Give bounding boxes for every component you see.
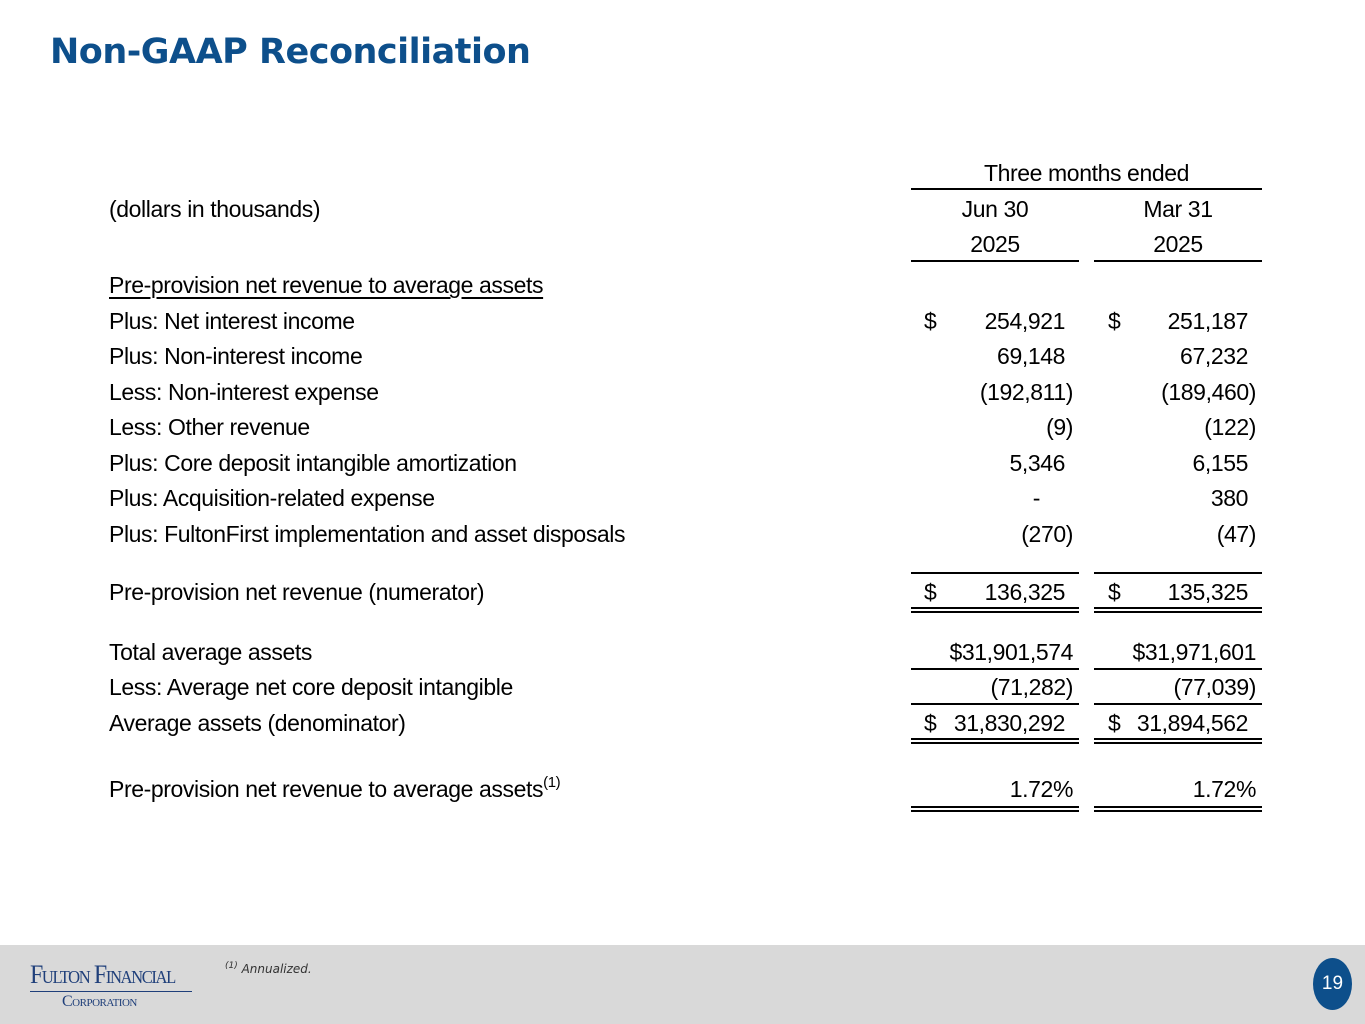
denominator-col2: 31,894,562: [1136, 710, 1248, 736]
row-label: Less: Other revenue: [109, 414, 310, 440]
row-label: Less: Non-interest expense: [109, 379, 379, 405]
page-title: Non-GAAP Reconciliation: [50, 32, 531, 72]
total-assets-rule: [1094, 668, 1262, 670]
double-rule: [911, 806, 1079, 812]
currency-symbol: $: [924, 308, 937, 334]
footnote: [225, 962, 312, 976]
row-value-col2: 67,232: [1180, 343, 1248, 369]
logo-line2: Corporation: [62, 993, 137, 1010]
subtotal-rule: [1094, 572, 1262, 574]
subtotal-rule: [911, 572, 1079, 574]
ratio-col2: 1.72%: [1192, 776, 1256, 802]
logo-line1: Fulton Financial: [30, 960, 175, 989]
col2-header-rule: [1094, 260, 1262, 262]
row-value-col1: 5,346: [1009, 450, 1065, 476]
row-label: Plus: Acquisition-related expense: [109, 485, 435, 511]
double-rule: [911, 738, 1079, 744]
row-label: Plus: Net interest income: [109, 308, 355, 334]
page-number-badge: 19: [1313, 958, 1352, 1010]
double-rule: [1094, 806, 1262, 812]
less-cdi-label: Less: Average net core deposit intangible: [109, 674, 513, 700]
less-cdi-rule: [1094, 703, 1262, 705]
denominator-col1: 31,830,292: [953, 710, 1065, 736]
currency-symbol: $: [924, 710, 937, 736]
currency-symbol: $: [1108, 579, 1121, 605]
ratio-label-text: Pre-provision net revenue to average assets: [109, 776, 544, 802]
currency-symbol: $: [1108, 710, 1121, 736]
logo-rule: [30, 991, 192, 992]
row-value-col1: (192,811): [979, 379, 1073, 405]
less-cdi-rule: [911, 703, 1079, 705]
section-title: Pre-provision net revenue to average assets: [109, 272, 544, 298]
col2-month: Mar 31: [1143, 196, 1213, 222]
units-note: (dollars in thousands): [109, 196, 321, 222]
currency-symbol: $: [924, 579, 937, 605]
row-value-col2: 380: [1210, 485, 1248, 511]
footnote-mark: (1): [225, 961, 238, 971]
total-assets-rule: [911, 668, 1079, 670]
row-value-col2: (189,460): [1161, 379, 1256, 405]
col1-year: 2025: [970, 231, 1020, 257]
row-value-col1: -: [1032, 485, 1040, 511]
row-label: Plus: Non-interest income: [109, 343, 363, 369]
col2-year: 2025: [1153, 231, 1203, 257]
footer-bar: [0, 945, 1365, 1024]
less-cdi-col2: (77,039): [1173, 674, 1256, 700]
numerator-col2: 135,325: [1167, 579, 1248, 605]
footnote-ref: (1): [543, 774, 561, 791]
header-rule: [911, 188, 1262, 190]
denominator-label: Average assets (denominator): [109, 710, 406, 736]
col1-month: Jun 30: [961, 196, 1029, 222]
double-rule: [1094, 607, 1262, 613]
double-rule: [911, 607, 1079, 613]
row-label: Plus: Core deposit intangible amortization: [109, 450, 517, 476]
total-assets-col2: $31,971,601: [1132, 639, 1256, 665]
row-value-col2: 251,187: [1167, 308, 1248, 334]
row-value-col2: 6,155: [1192, 450, 1248, 476]
row-value-col2: (122): [1204, 414, 1256, 440]
footnote-text: Annualized.: [241, 962, 312, 976]
row-label: Plus: FultonFirst implementation and asset disposals: [109, 521, 626, 547]
row-value-col1: (270): [1021, 521, 1073, 547]
row-value-col2: (47): [1216, 521, 1256, 547]
col1-header-rule: [911, 260, 1079, 262]
currency-symbol: $: [1108, 308, 1121, 334]
row-value-col1: 254,921: [984, 308, 1065, 334]
total-assets-col1: $31,901,574: [949, 639, 1073, 665]
row-value-col1: (9): [1046, 414, 1073, 440]
double-rule: [1094, 738, 1262, 744]
row-value-col1: 69,148: [997, 343, 1065, 369]
ratio-col1: 1.72%: [1009, 776, 1073, 802]
ratio-label: [109, 774, 561, 802]
less-cdi-col1: (71,282): [990, 674, 1073, 700]
period-header: Three months ended: [983, 160, 1190, 186]
numerator-label: Pre-provision net revenue (numerator): [109, 579, 485, 605]
total-assets-label: Total average assets: [109, 639, 312, 665]
numerator-col1: 136,325: [984, 579, 1065, 605]
